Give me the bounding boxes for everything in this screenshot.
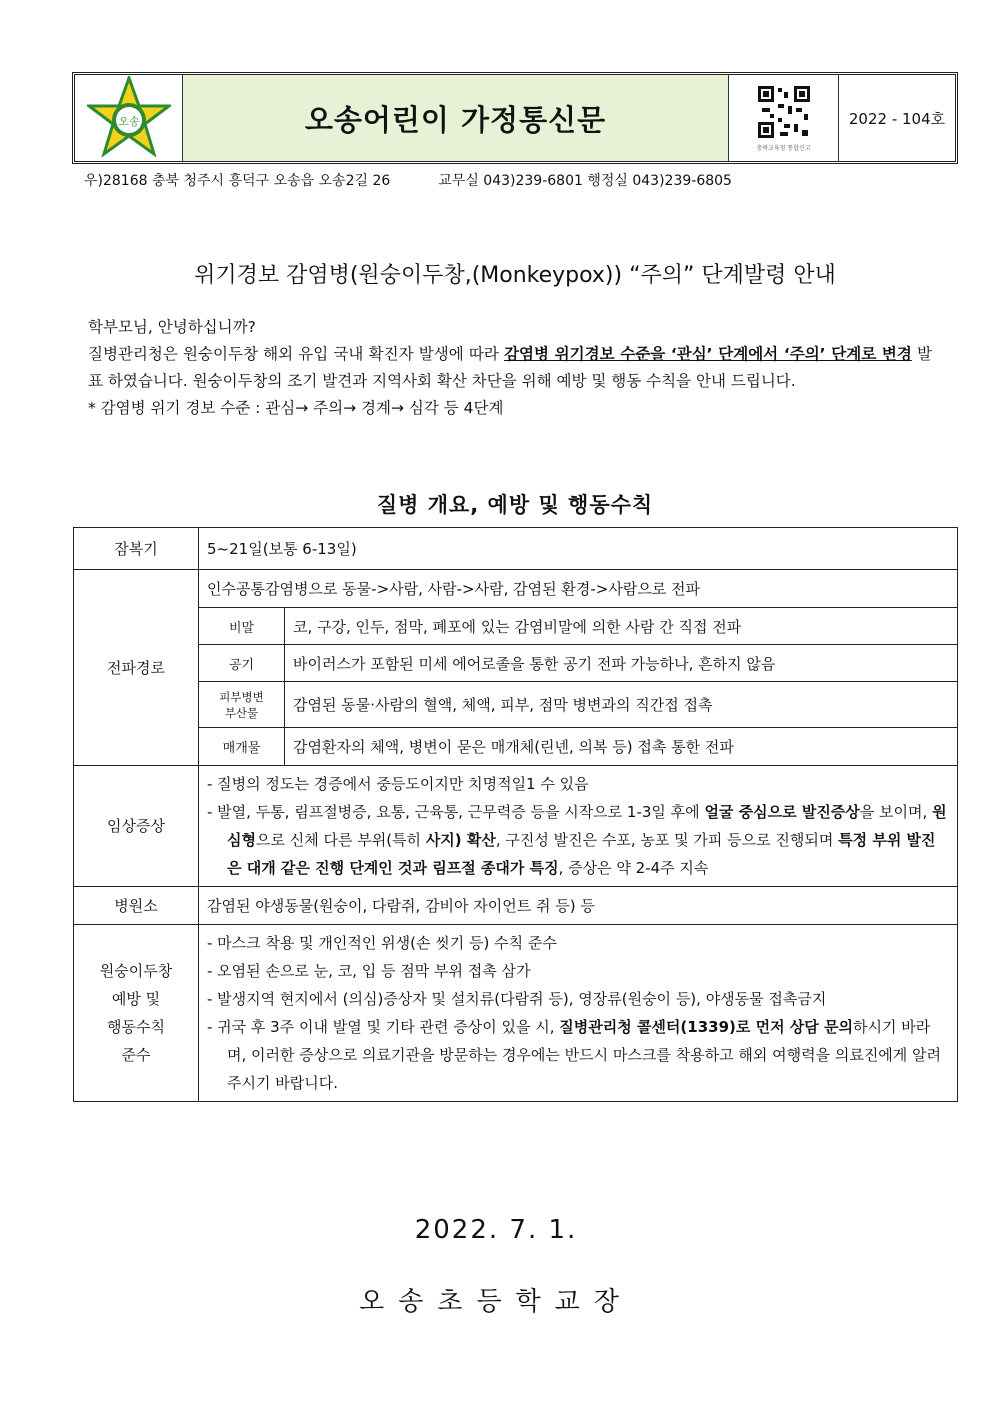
intro-paragraph bbox=[72, 341, 932, 395]
intro-text-a: 질병관리청은 원숭이두창 해외 유입 국내 확진자 발생에 따라 bbox=[88, 345, 505, 363]
phone-numbers: 교무실 043)239-6801 행정실 043)239-6805 bbox=[438, 173, 732, 189]
postal-address: 우)28168 충북 청주시 흥덕구 오송읍 오송2길 26 bbox=[84, 173, 391, 189]
symptom-highlight: 얼굴 중심으로 발진증상 bbox=[704, 803, 860, 821]
transmission-type: 공기 bbox=[199, 645, 285, 682]
greeting: 학부모님, 안녕하십니까? bbox=[88, 318, 256, 336]
incubation-value: 5~21일(보통 6-13일) bbox=[199, 528, 958, 570]
transmission-desc: 감염된 동물·사람의 혈액, 체액, 피부, 점막 병변과의 직간접 접촉 bbox=[285, 682, 958, 728]
transmission-type-line: 부산물 bbox=[224, 705, 259, 720]
table-row bbox=[74, 887, 958, 925]
transmission-type-line: 피부병변 bbox=[219, 689, 264, 704]
transmission-summary: 인수공통감염병으로 동물->사람, 사람->사람, 감염된 환경->사람으로 전파 bbox=[199, 570, 958, 608]
symptom-highlight: 사지) 확산 bbox=[425, 831, 496, 849]
prevention-item: - 발생지역 현지에서 (의심)증상자 및 설치류(다람쥐 등), 영장류(원숭이 등), 야생동물 접촉금지 bbox=[207, 990, 827, 1008]
alert-level-note: * 감염병 위기 경보 수준 : 관심→ 주의→ 경계→ 심각 등 4단계 bbox=[88, 399, 504, 417]
principal-signature: 오송초등학교장 bbox=[359, 1287, 633, 1317]
section-title: 질병 개요, 예방 및 행동수칙 bbox=[376, 493, 654, 517]
table-row bbox=[74, 570, 958, 608]
symptoms-content bbox=[199, 766, 958, 887]
prevention-label-line: 원숭이두창 bbox=[99, 962, 173, 980]
symptom-highlight: 원심형 bbox=[227, 803, 947, 849]
transmission-desc: 감염환자의 체액, 병변이 묻은 매개체(린넨, 의복 등) 접촉 통한 전파 bbox=[285, 728, 958, 766]
prevention-label bbox=[74, 925, 199, 1102]
table-row bbox=[74, 528, 958, 570]
transmission-type: 매개물 bbox=[199, 728, 285, 766]
table-row bbox=[74, 645, 958, 682]
qr-cell bbox=[729, 75, 839, 161]
school-logo bbox=[75, 75, 183, 161]
pathogen-value: 감염된 야생동물(원숭이, 다람쥐, 감비아 자이언트 쥐 등) 등 bbox=[199, 887, 958, 925]
prevention-item: - 마스크 착용 및 개인적인 위생(손 씻기 등) 수칙 준수 bbox=[207, 934, 557, 952]
incubation-label: 잠복기 bbox=[74, 528, 199, 570]
symptom-item bbox=[207, 798, 949, 882]
table-row bbox=[74, 925, 958, 1102]
transmission-desc: 바이러스가 포함된 미세 에어로졸을 통한 공기 전파 가능하나, 흔하지 않음 bbox=[285, 645, 958, 682]
prevention-text: 하시기 바라며, 이러한 증상으로 의료기관을 방문하는 경우에는 반드시 마스크를 착용하고 해외 여행력을 의료진에게 알려주시기 바랍니다. bbox=[227, 1018, 942, 1092]
symptom-text: , 구진성 발진은 수포, 농포 및 가피 등으로 진행되며 bbox=[495, 831, 839, 849]
qr-caption: 충북교육청 통합신고 bbox=[756, 145, 811, 152]
prevention-label-line: 예방 및 bbox=[111, 990, 161, 1008]
prevention-label-line: 준수 bbox=[121, 1046, 151, 1064]
prevention-highlight: 질병관리청 콜센터(1339)로 먼저 상담 문의 bbox=[559, 1018, 853, 1036]
school-emblem-icon bbox=[87, 76, 171, 160]
prevention-content bbox=[199, 925, 958, 1102]
pathogen-label: 병원소 bbox=[74, 887, 199, 925]
symptom-text: 으로 신체 다른 부위(특히 bbox=[255, 831, 426, 849]
transmission-type bbox=[199, 682, 285, 728]
table-row bbox=[74, 608, 958, 645]
transmission-desc: 코, 구강, 인두, 점막, 폐포에 있는 감염비말에 의한 사람 간 직접 전파 bbox=[285, 608, 958, 645]
table-row bbox=[74, 766, 958, 887]
transmission-label: 전파경로 bbox=[74, 570, 199, 766]
prevention-item: - 오염된 손으로 눈, 코, 입 등 점막 부위 접촉 삼가 bbox=[207, 962, 531, 980]
table-row bbox=[74, 682, 958, 728]
symptom-highlight: 특정 부위 발진은 대개 같은 진행 단계인 것과 림프절 종대가 특징 bbox=[227, 831, 936, 877]
intro-highlight: 감염병 위기경보 수준을 ‘관심’ 단계에서 ‘주의’ 단계로 변경 bbox=[504, 345, 912, 363]
intro-section bbox=[72, 314, 932, 422]
table-row bbox=[74, 728, 958, 766]
prevention-item bbox=[207, 1013, 949, 1097]
symptom-text: , 증상은 약 2-4주 지속 bbox=[558, 859, 709, 877]
symptom-text: - 발열, 두통, 림프절병증, 요통, 근육통, 근무력증 등을 시작으로 1-3일 후에 bbox=[207, 803, 705, 821]
symptom-text: 을 보이며, bbox=[859, 803, 933, 821]
logo-text: 오송 bbox=[117, 115, 140, 128]
intro-text-c: 발표 하였습니다. 원숭이두창의 조기 발견과 지역사회 확산 차단을 위해 예방 및 행동 수칙을 안내 드립니다. bbox=[88, 345, 932, 390]
disease-info-table bbox=[73, 527, 958, 1102]
prevention-label-line: 행동수칙 bbox=[107, 1018, 165, 1036]
newsletter-title: 오송어린이 가정통신문 bbox=[304, 102, 607, 137]
document-title: 위기경보 감염병(원숭이두창,(Monkeypox)) “주의” 단계발령 안내 bbox=[194, 263, 836, 288]
title-cell bbox=[183, 75, 729, 161]
symptom-item: - 질병의 정도는 경증에서 중등도이지만 치명적일1 수 있음 bbox=[207, 775, 589, 793]
issue-number: 2022 - 104호 bbox=[848, 109, 946, 128]
issue-date: 2022. 7. 1. bbox=[414, 1215, 578, 1245]
transmission-type: 비말 bbox=[199, 608, 285, 645]
prevention-text: - 귀국 후 3주 이내 발열 및 기타 관련 증상이 있을 시, bbox=[207, 1018, 560, 1036]
qr-code-icon[interactable] bbox=[756, 84, 812, 140]
symptoms-label: 임상증상 bbox=[74, 766, 199, 887]
address-line bbox=[84, 170, 954, 190]
newsletter-header bbox=[72, 72, 958, 164]
